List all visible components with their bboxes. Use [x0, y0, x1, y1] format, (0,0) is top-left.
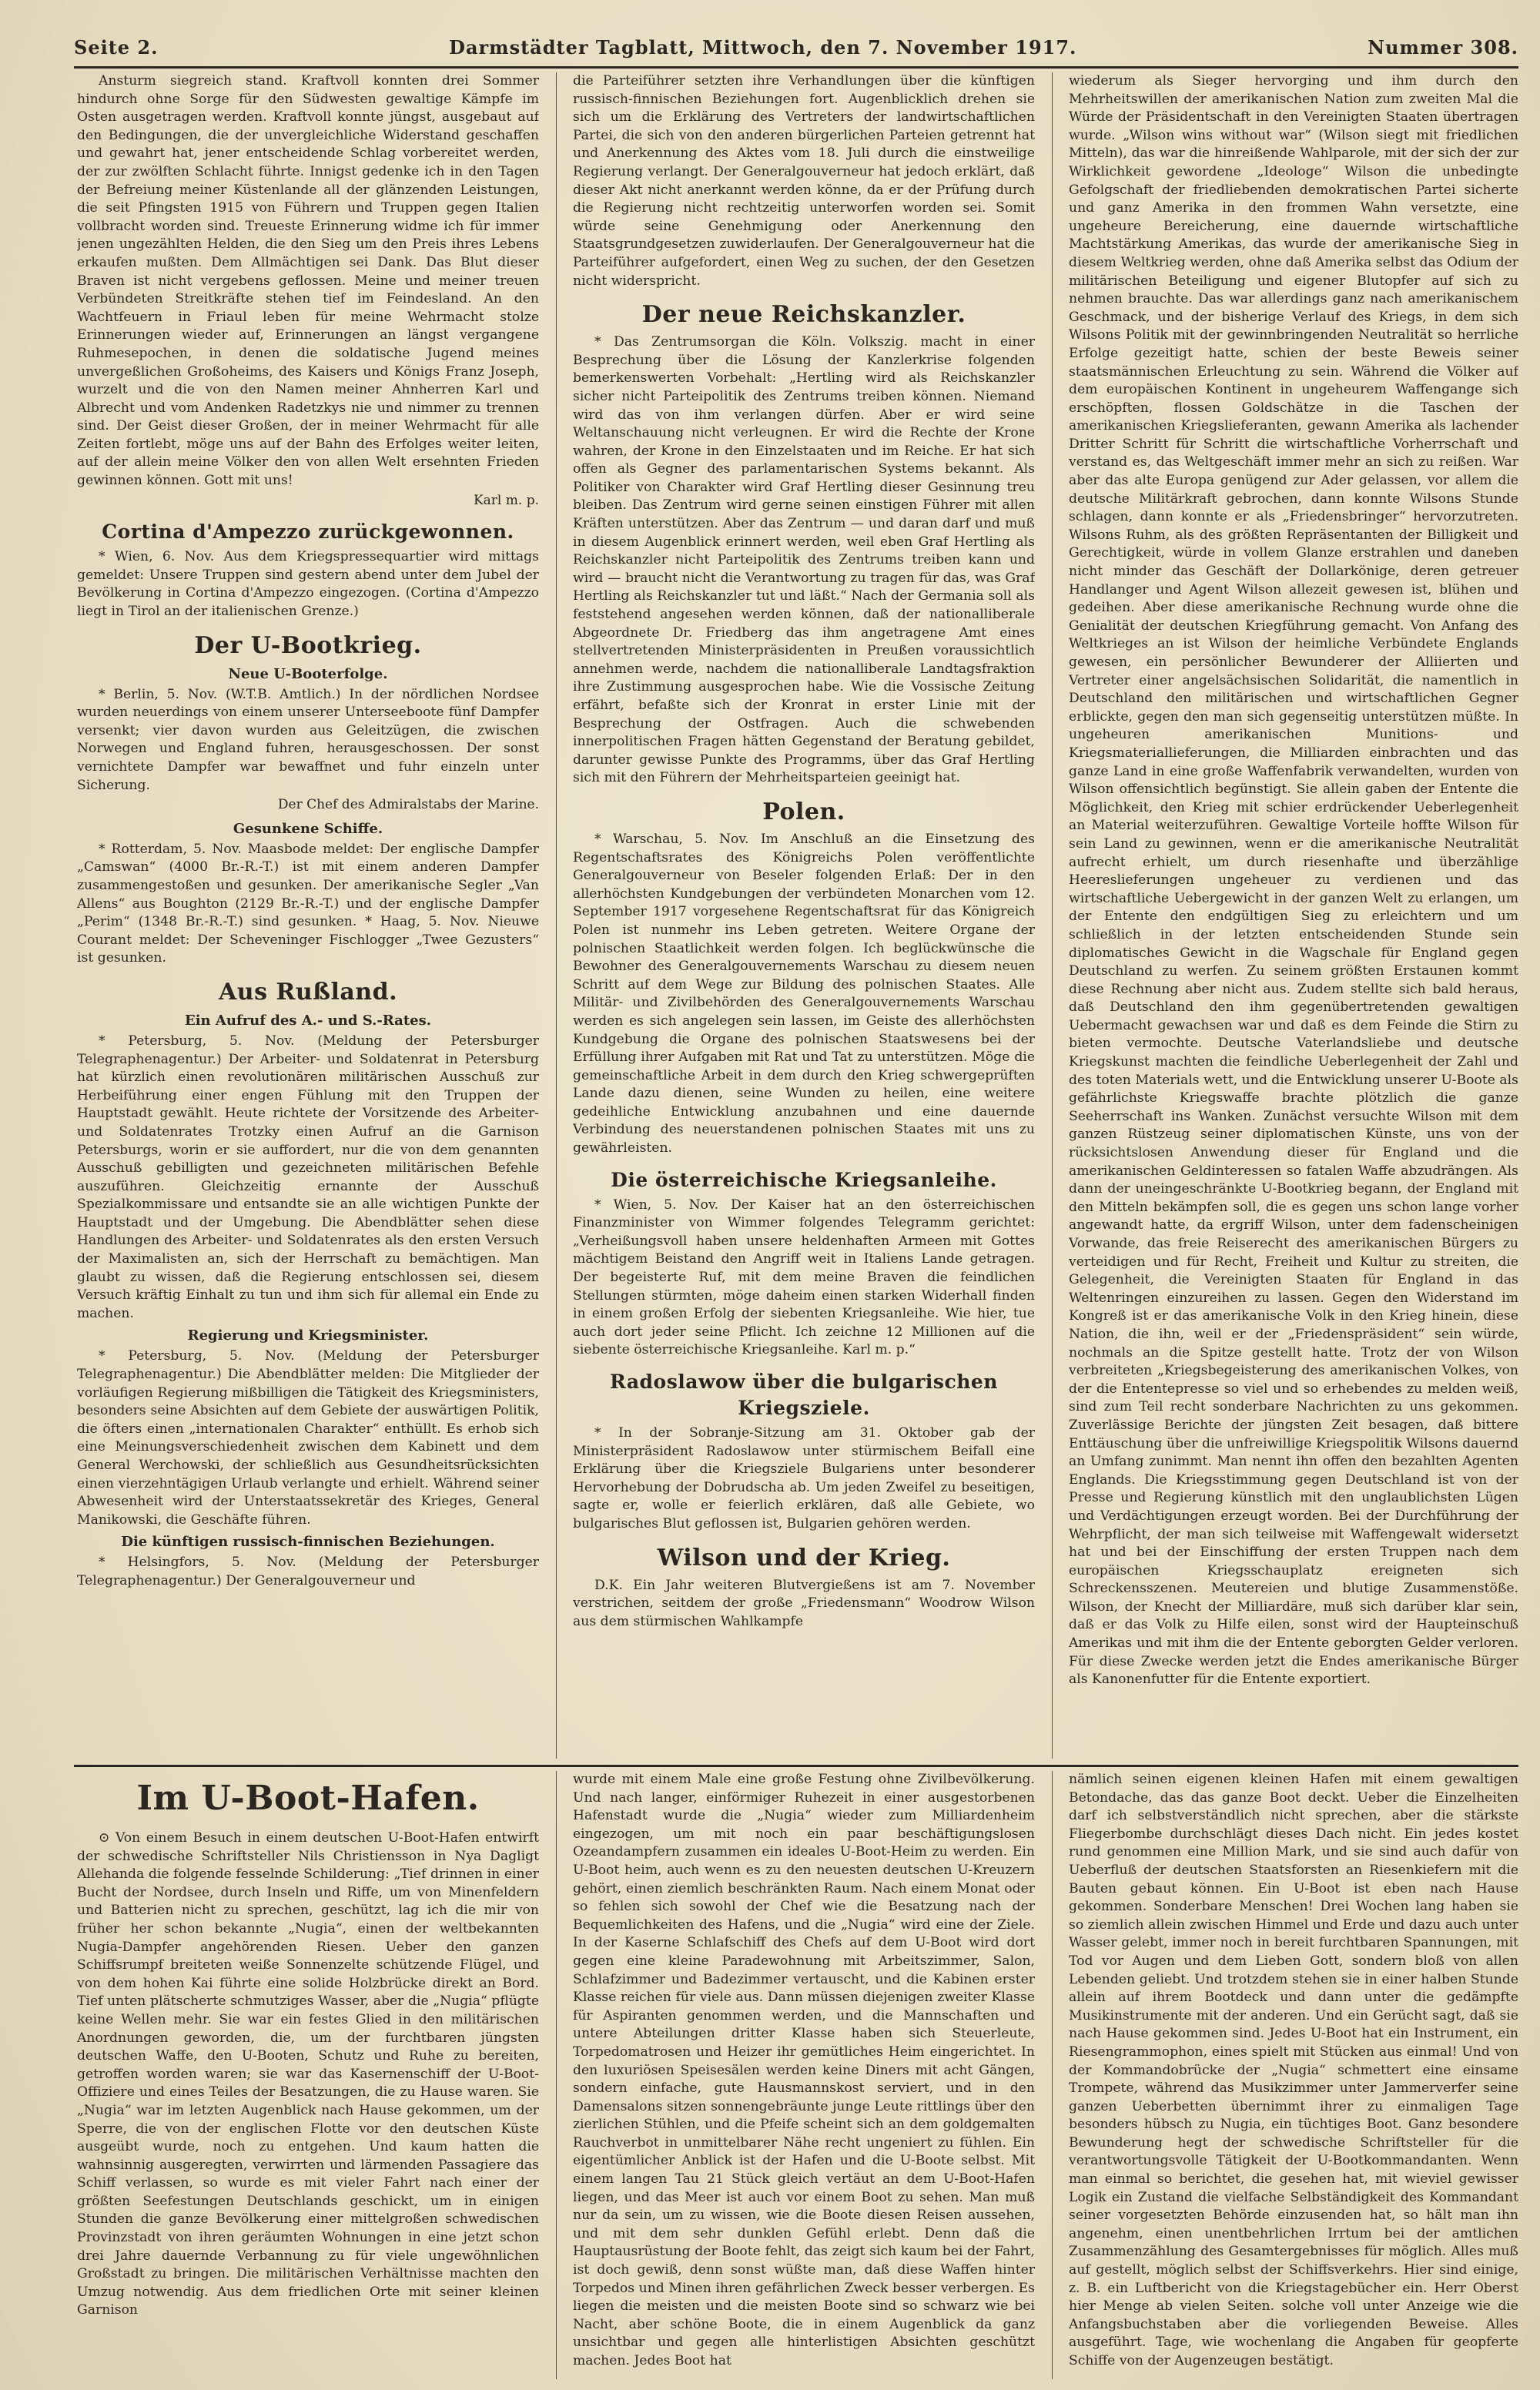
heading-radoslawow: Radoslawow über die bulgarischen Kriegsziele.: [610, 1371, 998, 1419]
heading-uboot-krieg: Der U-Bootkrieg.: [194, 631, 422, 659]
issue-number: Nummer 308.: [1368, 35, 1518, 59]
bottom-divider-2: [1052, 1771, 1053, 2379]
article-hafen-1: ⊙ Von einem Besuch in einem deutschen U-Boot-Hafen entwirft der schwedische Schriftsteller Nils Christiensson in Nya Dagligt Allehanda die folgende fesselnde Schilderung: „Tief drinnen in einer Bucht der Nordsee, durch Inseln und Riffe, um von Minenfeldern und Batterien nicht zu sprechen, geschützt, lag ich die mir von früher her schon bekannte „Nugia“, einen der weltbekannten Nugia-Dampfer angehörenden Riesen. Ueber den ganzen Schiffsrumpf breiteten weiße Sonnenzelte schützende Flügel, und von dem hohen Kai führte eine solide Holzbrücke direkt an Bord. Tief unten plätscherte schmutziges Wasser, aber die „Nugia“ pflügte keine Wellen mehr. Sie war ein festes Glied in den militärischen Anordnungen geworden, die, um der furchtbaren jüngsten deutschen Waffe, den U-Booten, Schutz und Ruhe zu bereiten, getroffen worden waren; sie war das Kasernenschiff der U-Boot-Offiziere und eines Teiles der Besatzungen, die zu Hause waren. Sie „Nugia“ war im letzten Augenblick nach Hause gekommen, um der Sperre, die von der englischen Flotte vor den deutschen Küste ausgeübt wurde, noch zu entgehen. Und kaum hatten die wahnsinnig ausgeregten, verwirrten und lärmenden Passagiere das Schiff verlassen, so wurde es mit vieler Fahrt nach einer der größten Seefestungen Deutschlands geschickt, um in einigen Stunden die ganze Bevölkerung einer mittelgroßen schwedischen Provinzstadt von ihren geräumten Wohnungen in eine jetzt schon drei Jahre dauernde Verbannung zu für viele ungewöhnlichen Großstadt zu bringen. Die militärischen Verhältnisse machten den Umzug notwendig. Aus dem friedlichen Orte mit seiner kleinen Garnison: [77, 1830, 539, 2318]
article-schiffe: * Rotterdam, 5. Nov. Maasbode meldet: Der englische Dampfer „Camswan“ (4000 Br.-R.-T.) ist mit einem anderen Dampfer zusammengestoßen und gesunken. Der amerikanische Segler „Van Allens“ aus Boughton (2129 Br.-R.-T.) und der englische Dampfer „Perim“ (1348 Br.-R.-T.) sind gesunken. * Haag, 5. Nov. Nieuwe Courant meldet: Der Scheveninger Fischlogger „Twee Gezusters“ ist gesunken.: [77, 841, 539, 966]
bottom-column-3: [1069, 1771, 1518, 2379]
heading-uboot-hafen: Im U-Boot-Hafen.: [136, 1779, 480, 1818]
column-2: [573, 72, 1035, 1745]
article-polen: * Warschau, 5. Nov. Im Anschluß an die Einsetzung des Regentschaftsrates des Königreichs Polen veröffentlichte Generalgouverneur von Beseler folgenden Erlaß: Der in den allerhöchsten Kundgebungen der verbündeten Monarchen vom 12. September 1917 vorgesehene Regentschaftsrat für das Königreich Polen ist nunmehr ins Leben getreten. Weitere Organe der polnischen Staatlichkeit werden folgen. Ich beglückwünsche die Bewohner des Generalgouvernements Warschau zu diesem neuen Schritt auf dem Wege zur Bildung des polnischen Staates. Alle Militär- und Zivilbehörden des Generalgouvernements Warschau werden es sich angelegen sein lassen, im Geiste des allerhöchsten Kundgebung die Organe des polnischen Staatswesens bei der Erfüllung ihrer Aufgaben mit Rat und Tat zu unterstützen. Möge die gemeinschaftliche Arbeit in dem durch den Krieg schwergeprüften Lande dazu dienen, seine Wunden zu heilen, eine weitere gedeihliche Entwicklung anzubahnen und eine dauernde Verbindung des neuerstandenen polnischen Staates mit uns zu gewährleisten.: [573, 831, 1035, 1157]
page-label: Seite 2.: [74, 35, 159, 59]
article-wilson-cont: wiederum als Sieger hervorging und ihm durch den Mehrheitswillen der amerikanischen Nation zum zweiten Mal die Würde der Präsidentschaft in den Vereinigten Staaten übertragen wurde. „Wilson wins without war“ (Wilson siegt mit friedlichen Mitteln), das war die hinreißende Wahlparole, mit der sich der zur Wirklichkeit gewordene „Ideologe“ Wilson die unbedingte Gefolgschaft der friedliebenden demokratischen Partei sicherte und ganz Amerika in den frommen Wahn versetzte, eine ungeheure Bereicherung, eine dauernde wirtschaftliche Machtstärkung Amerikas, das wurde der amerikanische Sieg in diesem Weltkrieg werden, ohne daß Amerika selbst das Odium der militärischen Beteiligung und eigener Blutopfer auf sich zu nehmen brauchte. Das war allerdings ganz nach amerikanischem Geschmack, und der bisherige Verlauf des Kriegs, in dem sich Wilsons Politik mit der gewinnbringenden Neutralität so herrliche Erfolge gezeitigt hatte, schien der beste Beweis seiner staatsmännischen Erleuchtung zu sein. Während die Völker auf dem europäischen Kontinent in ungeheurem Waffengange sich erschöpften, flossen Goldschätze in die Taschen der amerikanischen Kriegslieferanten, gewann Amerika als lachender Dritter Schritt für Schritt die wirtschaftliche Vorherrschaft und verstand es, das Weltgeschäft immer mehr an sich zu reißen. War aber das alte Europa genügend zur Ader gelassen, vor allem die deutsche Militärkraft gebrochen, dann konnte Wilsons Stunde schlagen, dann konnte er als „Friedensbringer“ hervorzutreten. Wilsons Ruhm, als des größten Repräsentanten der Billigkeit und Gerechtigkeit, würde in vollem Glanze erstrahlen und daneben nicht minder das Geschäft der Dollarkönige, deren getreuer Handlanger und Agent Wilson allezeit gewesen ist, blühen und gedeihen. Aber diese amerikanische Rechnung wurde ohne die Genialität der deutschen Kriegführung gemacht. Von Anfang des Weltkrieges an ist Wilson der heimliche Verbündete Englands gewesen, ein persönlicher Bewunderer der Alliierten und Vertreter einer angelsächsischen Solidarität, die namentlich in Deutschland den militärischen und wirtschaftlichen Gegner erblickte, gegen den man sich gegenseitig unterstützen müßte. In ungeheuren amerikanischen Munitions- und Kriegsmateriallieferungen, die Milliarden einbrachten und das ganze Land in eine große Waffenfabrik verwandelten, wurden von Wilson offensichtlich begünstigt. Sie allein gaben der Entente die Möglichkeit, den Krieg mit schier erdrückender Ueberlegenheit an Material weiterzuführen. Gewaltige Vorteile hoffte Wilson für sein Land zu gewinnen, wenn er die amerikanische Neutralität aufrecht erhielt, um durch riesenhafte und überzählige Heereslieferungen ungeheuer zu verdienen und das wirtschaftliche Uebergewicht in der ganzen Welt zu erlangen, um der Entente den endgültigen Sieg zu erleichtern und um schließlich in der letzten entscheidenden Stunde sein diplomatisches Gewicht in die Wagschale für England gegen Deutschland zu werfen. Zu seinem größten Erstaunen kommt diese Rechnung aber nicht aus. Zudem stellte sich bald heraus, daß Deutschland den ihm gegenübertretenden gewaltigen Uebermacht gewachsen war und daß es dem Feinde die Stirn zu bieten vermochte. Deutsche Vaterlandsliebe und deutsche Kriegskunst machten die feindliche Ueberlegenheit der Zahl und des toten Materials wett, und die Entwicklung unserer U-Boote als gefährlichste Kriegswaffe brachte plötzlich die ganze Seeherrschaft ins Wanken. Zunächst versuchte Wilson mit dem ganzen Rüstzeug seiner diplomatischen Künste, uns von der rücksichtslosen Anwendung dieser für England und die amerikanischen Geldinteressen so fatalen Waffe abzudrängen. Als dann der uneingeschränkte U-Bootkrieg begann, der England mit den Mitteln bekämpfen soll, die es gegen uns schon lange vorher angewandt hatte, da ergriff Wilson, unter dem fadenscheinigen Vorwande, das freie Reiserecht des amerikanischen Bürgers zu verteidigen und für Recht, Freiheit und Kultur zu streiten, die Gelegenheit, die Vereinigten Staaten für England in das Weltenringen einzureihen zu lassen. Gegen den Widerstand im Kongreß ist er das amerikanische Volk in den Krieg hinein, diese Nation, die ihn, weil er der „Friedenspräsident“ sein würde, nochmals an die Spitze gestellt hatte. Trotz der von Wilson verbreiteten „Kriegsbegeisterung des amerikanischen Volkes, von der die Ententepresse so viel und so erhebendes zu melden weiß, sind zum Teil recht sonderbare Nachrichten zu uns gekommen. Zuverlässige Berichte der jüngsten Zeit besagen, daß bittere Enttäuschung über die unfreiwillige Kriegspolitik Wilsons dauernd an Umfang zunimmt. Man nennt ihn offen den bezahlten Agenten Englands. Die Kriegsstimmung gegen Deutschland ist von der Presse und Regierung künstlich mit den unglaublichsten Lügen und Verdächtigungen erzeugt worden. Bei der Durchführung der Wehrpflicht, der man sich teilweise mit Waffengewalt widersetzt hat und bei der Einschiffung der ersten Truppen nach dem europäischen Kriegsschauplatz ereigneten sich Schreckensszenen. Meutereien und blutige Zusammenstöße. Wilson, der Knecht der Milliardäre, muß sich darüber klar sein, daß er das Volk zu Hilfe eilen, sonst wird der Haupteinschuß Amerikas und mit ihm die der Entente geborgten Gelder verloren. Für diese Zwecke werden jetzt die Endes amerikanische Bürger als Kanonenfutter für die Entente exportiert.: [1069, 73, 1518, 1688]
heading-polen: Polen.: [762, 798, 845, 825]
heading-reichskanzler: Der neue Reichskanzler.: [641, 301, 966, 329]
subheading-uboot-erfolge: Neue U-Booterfolge.: [228, 665, 388, 682]
article-radoslawow: * In der Sobranje-Sitzung am 31. Oktober gab der Ministerpräsident Radoslawow unter stürmischem Beifall eine Erklärung über die Kriegsziele Bulgariens unter besonderer Hervorhebung der Dobrudscha ab. Um jeden Zweifel zu beseitigen, sagte er, wolle er feierlich erklären, daß alle Gebiete, wo bulgarisches Blut geflossen ist, Bulgarien gehören werden.: [573, 1425, 1035, 1531]
article-regierung: * Petersburg, 5. Nov. (Meldung der Petersburger Telegraphenagentur.) Die Abendblätter melden: Die Mitglieder der vorläufigen Regierung mißbilligen die Tätigkeit des Kriegsministers, besonders seine Absichten auf dem Gebiete der auswärtigen Politik, die öfters einen „internationalen Charakter“ enthüllt. Es erhob sich eine Meinungsverschiedenheit zwischen dem Kabinett und dem General Werchowski, der schließlich aus Gesundheitsrücksichten einen vierzehntägigen Urlaub verlangte und erhielt. Während seiner Abwesenheit wird der Unterstaatssekretär des Krieges, General Manikowski, die Geschäfte führen.: [77, 1348, 539, 1528]
subheading-finnisch: Die künftigen russisch-finnischen Beziehungen.: [121, 1534, 495, 1551]
article-cortina: * Wien, 6. Nov. Aus dem Kriegspressequartier wird mittags gemeldet: Unsere Truppen sind gestern abend unter dem Jubel der Bevölkerung in Cortina d'Ampezzo eingezogen. (Cortina d'Ampezzo liegt in Tirol an der italienischen Grenze.): [77, 549, 539, 620]
subheading-gesunkene-schiffe: Gesunkene Schiffe.: [233, 820, 383, 837]
article-finnisch-cont: die Parteiführer setzten ihre Verhandlungen über die künftigen russisch-finnischen Beziehungen fort. Augenblicklich drehen sie sich um die Erklärung des Vertreters der landwirtschaftlichen Partei, die sich von den anderen bürgerlichen Parteien getrennt hat und Anerkennung des Aktes vom 18. Juli durch die einstweilige Regierung verlangt. Der Generalgouverneur hat jedoch erklärt, daß dieser Akt nicht anerkannt werden könne, da er der Prüfung durch die Regierung nicht rechtzeitig unterworfen worden sei. Somit würde seine Genehmigung oder Anerkennung den Staatsgrundgesetzen zuwiderlaufen. Der Generalgouverneur hat die Parteiführer aufgefordert, einen Weg zu suchen, der den Gesetzen nicht widerspricht.: [573, 73, 1035, 289]
heading-wilson: Wilson und der Krieg.: [657, 1544, 951, 1572]
header-rule: [74, 66, 1518, 69]
article-intro: Ansturm siegreich stand. Kraftvoll konnten drei Sommer hindurch ohne Sorge für den Südwesten gewaltige Kämpfe im Osten ausgetragen werden. Kraftvoll konnte jüngst, ausgebaut auf den Bedingungen, die der unvergleichliche Widerstand geschaffen und gewahrt hat, jener entscheidende Schlag vorbereitet werden, der zur zwölften Schlacht führte. Innigst gedenke ich in den Tagen der Befreiung meiner Küstenlande all der glänzenden Leistungen, die seit Pfingsten 1915 von Führern und Truppen gegen Italien vollbracht worden sind. Treueste Erinnerung widme ich für immer jenen ungezählten Helden, die den Sieg um den Preis ihres Lebens erkaufen mußten. Dem Allmächtigen sei Dank. Das Blut dieser Braven ist nicht vergebens geflossen. Meine und meiner treuen Verbündeten Streitkräfte stehen tief im Feindesland. An den Wachtfeuern in Friaul leben für meine Wehrmacht stolze Erinnerungen wieder auf, Erinnerungen an längst vergangene Ruhmesepochen, in denen die soldatische Jugend meines unvergeßlichen Großoheims, des Kaisers und Königs Franz Joseph, wurzelt und die von den Namen meiner Ahnherren Karl und Albrecht und vom Andenken Radetzkys nie und nimmer zu trennen sind. Der Geist dieser Großen, der in meiner Wehrmacht für alle Zeiten fortlebt, möge uns auf der Bahn des Erfolges weiter leiten, auf der allein meine Völker den von allen Welt ersehnten Frieden gewinnen können. Gott mit uns!: [77, 73, 539, 489]
intro-signature: Karl m. p.: [473, 492, 539, 508]
column-3: [1069, 72, 1518, 1745]
heading-kriegsanleihe: Die österreichische Kriegsanleihe.: [611, 1168, 997, 1191]
subheading-regierung: Regierung und Kriegsminister.: [187, 1327, 429, 1344]
article-uboot: * Berlin, 5. Nov. (W.T.B. Amtlich.) In der nördlichen Nordsee wurden neuerdings von einem unserer Unterseeboote fünf Dampfer versenkt; vier davon wurden aus Geleitzügen, die zwischen Norwegen und England fuhren, herausgeschossen. Der sonst vernichtete Dampfer war bewaffnet und fuhr einzeln unter Sicherung.: [77, 686, 539, 793]
heading-russland: Aus Rußland.: [218, 978, 398, 1006]
subheading-aufruf: Ein Aufruf des A.- und S.-Rates.: [184, 1012, 432, 1029]
article-russland: * Petersburg, 5. Nov. (Meldung der Petersburger Telegraphenagentur.) Der Arbeiter- und Soldatenrat in Petersburg hat kürzlich einen revolutionären militärischen Ausschuß zur Herbeiführung einer engen Fühlung mit den Truppen der Hauptstadt gewählt. Heute richtete der Vorsitzende des Arbeiter- und Soldatenrates Trotzky einen Aufruf an die Garnison Petersburgs, worin er sie auffordert, nur die von dem genannten Ausschuß gebilligten und gezeichneten militärischen Befehle auszuführen. Gleichzeitig ernannte der Ausschuß Spezialkommissare und entsandte sie an alle wichtigen Punkte der Hauptstadt und der Umgebung. Die Abendblätter sehen diese Handlungen des Arbeiter- und Soldatenrates als den ersten Versuch der Maximalisten an, sich der Herrschaft zu bemächtigen. Man glaubt zu wissen, daß die Regierung entschlossen sei, diesem Versuch kräftig Einhalt zu tun und ihm sich für allemal ein Ende zu machen.: [77, 1033, 539, 1321]
article-reichskanzler: * Das Zentrumsorgan die Köln. Volkszig. macht in einer Besprechung über die Lösung der Kanzlerkrise folgenden bemerkenswerten Vorbehalt: „Hertling wird als Reichskanzler sicher nicht Parteipolitik des Zentrums treiben können. Niemand wird das von ihm verlangen dürfen. Aber er wird seine Weltanschauung nicht verleugnen. Er wird die Rechte der Krone wahren, der Krone in den Einzelstaaten und im Reiche. Er hat sich offen als Gegner des parlamentarischen Systems bekannt. Als Politiker von Charakter wird Graf Hertling dieser Gesinnung treu bleiben. Das Zentrum wird gerne seinen einstigen Führer mit allen Kräften unterstützen. Aber das Zentrum — und daran darf und muß in diesem Augenblick erinnert werden, weil eben Graf Hertling als Reichskanzler nicht Parteipolitik des Zentrums treiben kann und wird — braucht nicht die Verantwortung zu tragen für das, was Graf Hertling als Reichskanzler tut und läßt.“ Nach der Germania soll als feststehend angesehen werden können, daß der nationalliberale Abgeordnete Dr. Friedberg das ihm angetragene Amt eines stellvertretenden Ministerpräsidenten in Preußen voraussichtlich annehmen werde, nachdem die nationalliberale Landtagsfraktion ihre Zustimmung ausgesprochen habe. Wie die Vossische Zeitung erfährt, befaßte sich der Kronrat in erster Linie mit der Besprechung der Ostfragen. Auch die schwebenden innerpolitischen Fragen hätten Gegenstand der Beratung gebildet, darunter gewisse Punkte des Programms, über das Graf Hertling sich mit den Führern der Mehrheitsparteien geeinigt hat.: [573, 334, 1035, 786]
bottom-column-2: [573, 1771, 1035, 2379]
page-header: [74, 29, 1518, 65]
signature-admiralstab: Der Chef des Admiralstabs der Marine.: [277, 797, 539, 813]
article-kriegsanleihe: * Wien, 5. Nov. Der Kaiser hat an den österreichischen Finanzminister von Wimmer folgendes Telegramm gerichtet: „Verheißungsvoll haben unsere heldenhaften Armeen mit Gottes mächtigem Beistand den Angriff weit in Italiens Lande getragen. Der begeisterte Ruf, mit dem meine Braven die feindlichen Stellungen stürmten, möge daheim einen starken Widerhall finden in einem großen Erfolg der siebenten Kriegsanleihe. Wie hier, tue auch dort jeder seine Pflicht. Ich zeichne 12 Millionen auf die siebente österreichische Kriegsanleihe. Karl m. p.“: [573, 1197, 1035, 1358]
bottom-divider-1: [556, 1771, 557, 2379]
section-rule: [74, 1765, 1518, 1767]
masthead: Darmstädter Tagblatt, Mittwoch, den 7. November 1917.: [449, 35, 1077, 59]
column-divider-1: [556, 72, 557, 1759]
article-wilson: D.K. Ein Jahr weiteren Blutvergießens ist am 7. November verstrichen, seitdem der große „Friedensmann“ Woodrow Wilson aus dem stürmischen Wahlkampfe: [573, 1577, 1035, 1629]
column-divider-2: [1052, 72, 1053, 1759]
article-hafen-2: wurde mit einem Male eine große Festung ohne Zivilbevölkerung. Und nach langer, einförmiger Ruhezeit in einer ausgestorbenen Hafenstadt wurde die „Nugia“ wieder zum Milliardenheim eingezogen, um mit noch ein paar beschäftigungslosen Ozeandampfern zusammen ein ideales U-Boot-Heim zu werden. Ein U-Boot heim, auch wenn es zu den neuesten deutschen U-Kreuzern gehört, einen ziemlich beschränkten Raum. Nach einem Monat oder so fehlen sich sowohl der Chef wie die Besatzung nach der Bequemlichkeiten des Hafens, und die „Nugia“ wird eine der Ziele. In der Kaserne Schlafschiff des Chefs auf dem U-Boot wird dort gegen eine kleine Paradewohnung mit Arbeitszimmer, Salon, Schlafzimmer und Badezimmer vertauscht, und die Kabinen erster Klasse reichen für viele aus. Dann müssen diejenigen zweiter Klasse für Aspiranten genommen werden, und die Mannschaften und untere Abteilungen dritter Klasse haben sich Steuerleute, Torpedomatrosen und Heizer ihr gemütliches Heim eingerichtet. In den luxuriösen Speisesälen werden keine Diners mit acht Gängen, sondern einfache, gute Hausmannskost serviert, und in den Damensalons sitzen sonnengebräunte junge Leute rittlings über den zierlichen Stühlen, und die Pfeife scheint sich an dem goldgemalten Rauchverbot in unmittelbarer Nähe recht ungeniert zu fühlen. Ein eigentümlicher Anblick ist der Hafen und die U-Boote selbst. Mit einem langen Tau 21 Stück gleich vertäut an dem U-Boot-Hafen liegen, und das Meer ist auch vor einem Boot zu sehen. Man muß nur da sein, um zu wissen, wie die Boote diesen Reisen aussehen, und mit dem sehr dunklen Gefühl erlebt. Denn daß die Hauptausrüstung der Boote fehlt, das zeigt sich kaum bei der Fahrt, ist doch gewiß, denn sonst wüßte man, daß diese Waffen hinter Torpedos und Minen ihren gefährlichen Zweck besser verbergen. Es liegen die meisten und die meisten Boote sind so schwarz wie bei Nacht, aber schöne Boote, die in einem Augenblick da ganz unsichtbar und gegen alle hinterlistigen Absichten geschützt machen. Jedes Boot hat: [573, 1772, 1035, 2368]
article-finnisch: * Helsingfors, 5. Nov. (Meldung der Petersburger Telegraphenagentur.) Der Generalgouverneur und: [77, 1555, 539, 1588]
heading-cortina: Cortina d'Ampezzo zurückgewonnen.: [102, 521, 514, 544]
column-1: [77, 72, 539, 1745]
bottom-column-1: [77, 1771, 539, 2379]
article-hafen-3: nämlich seinen eigenen kleinen Hafen mit einem gewaltigen Betondache, das das ganze Boot deckt. Ueber die Einzelheiten darf ich selbstverständlich nicht sprechen, aber die stärkste Fliegerbombe durchschlägt dieses Dach nicht. Ein jedes kostet rund genommen eine Million Mark, und sie sind auch dafür von Ueberfluß der deutschen Staatsforsten an Riesenkiefern mit die Bauten gebaut können. Ein U-Boot ist eben nach Hause gekommen. Sonderbare Menschen! Drei Wochen lang haben sie so ziemlich allein zwischen Himmel und Erde und dazu auch unter Wasser gelebt, immer noch in bereit furchtbaren Spannungen, mit Tod vor Augen und dem Lieben Gott, sondern bloß von allen Lebenden geliebt. Und trotzdem stehen sie in einer halben Stunde allein auf ihrem Bootdeck und dann unter die gedämpfte Musikinstrumente mit der anderen. Und ein Gerücht sagt, daß sie nach Hause gekommen sind. Jedes U-Boot hat ein Instrument, ein Riesengrammophon, eines spielt mit Stücken aus einmal! Und von der Kommandobrücke der „Nugia“ schmettert eine einsame Trompete, während das Musikzimmer unter Jammerverfer seine ganzen Ueberbetten übernimmt ihrer zu einmaligen Tage besonders hübsch zu Nugia, ein tüchtiges Boot. Ganz besondere Bewunderung hegt der schwedische Schriftsteller für die verantwortungsvolle Tätigkeit der U-Bootkommandanten. Wenn man einmal so berichtet, die gesehen hat, mit wieviel gewisser Logik ein Zustand die vielfache Selbständigkeit des Kommandant seiner vorgesetzten Behörde einzusenden hat, so hält man ihn angenehm, einen unentbehrlichen Irrtum bei der amtlichen Zusammenzählung des Gesamtergebnisses für möglich. Alles muß auf gestellt, möglich selbst der Schiffsverkehrs. Hier sind einige, z. B. ein Luftbericht von die Kriegstagebücher ein. Herr Oberst hier Menge ab vielen Seiten. solche voll unter Anzeige wie die Anfangsbuchstaben aber die vorliegenden Beweise. Alles ausgeführt. Tage, wie wochenlang die Angaben für geopferte Schiffe von der Augenzeugen bestätigt.: [1069, 1772, 1518, 2368]
